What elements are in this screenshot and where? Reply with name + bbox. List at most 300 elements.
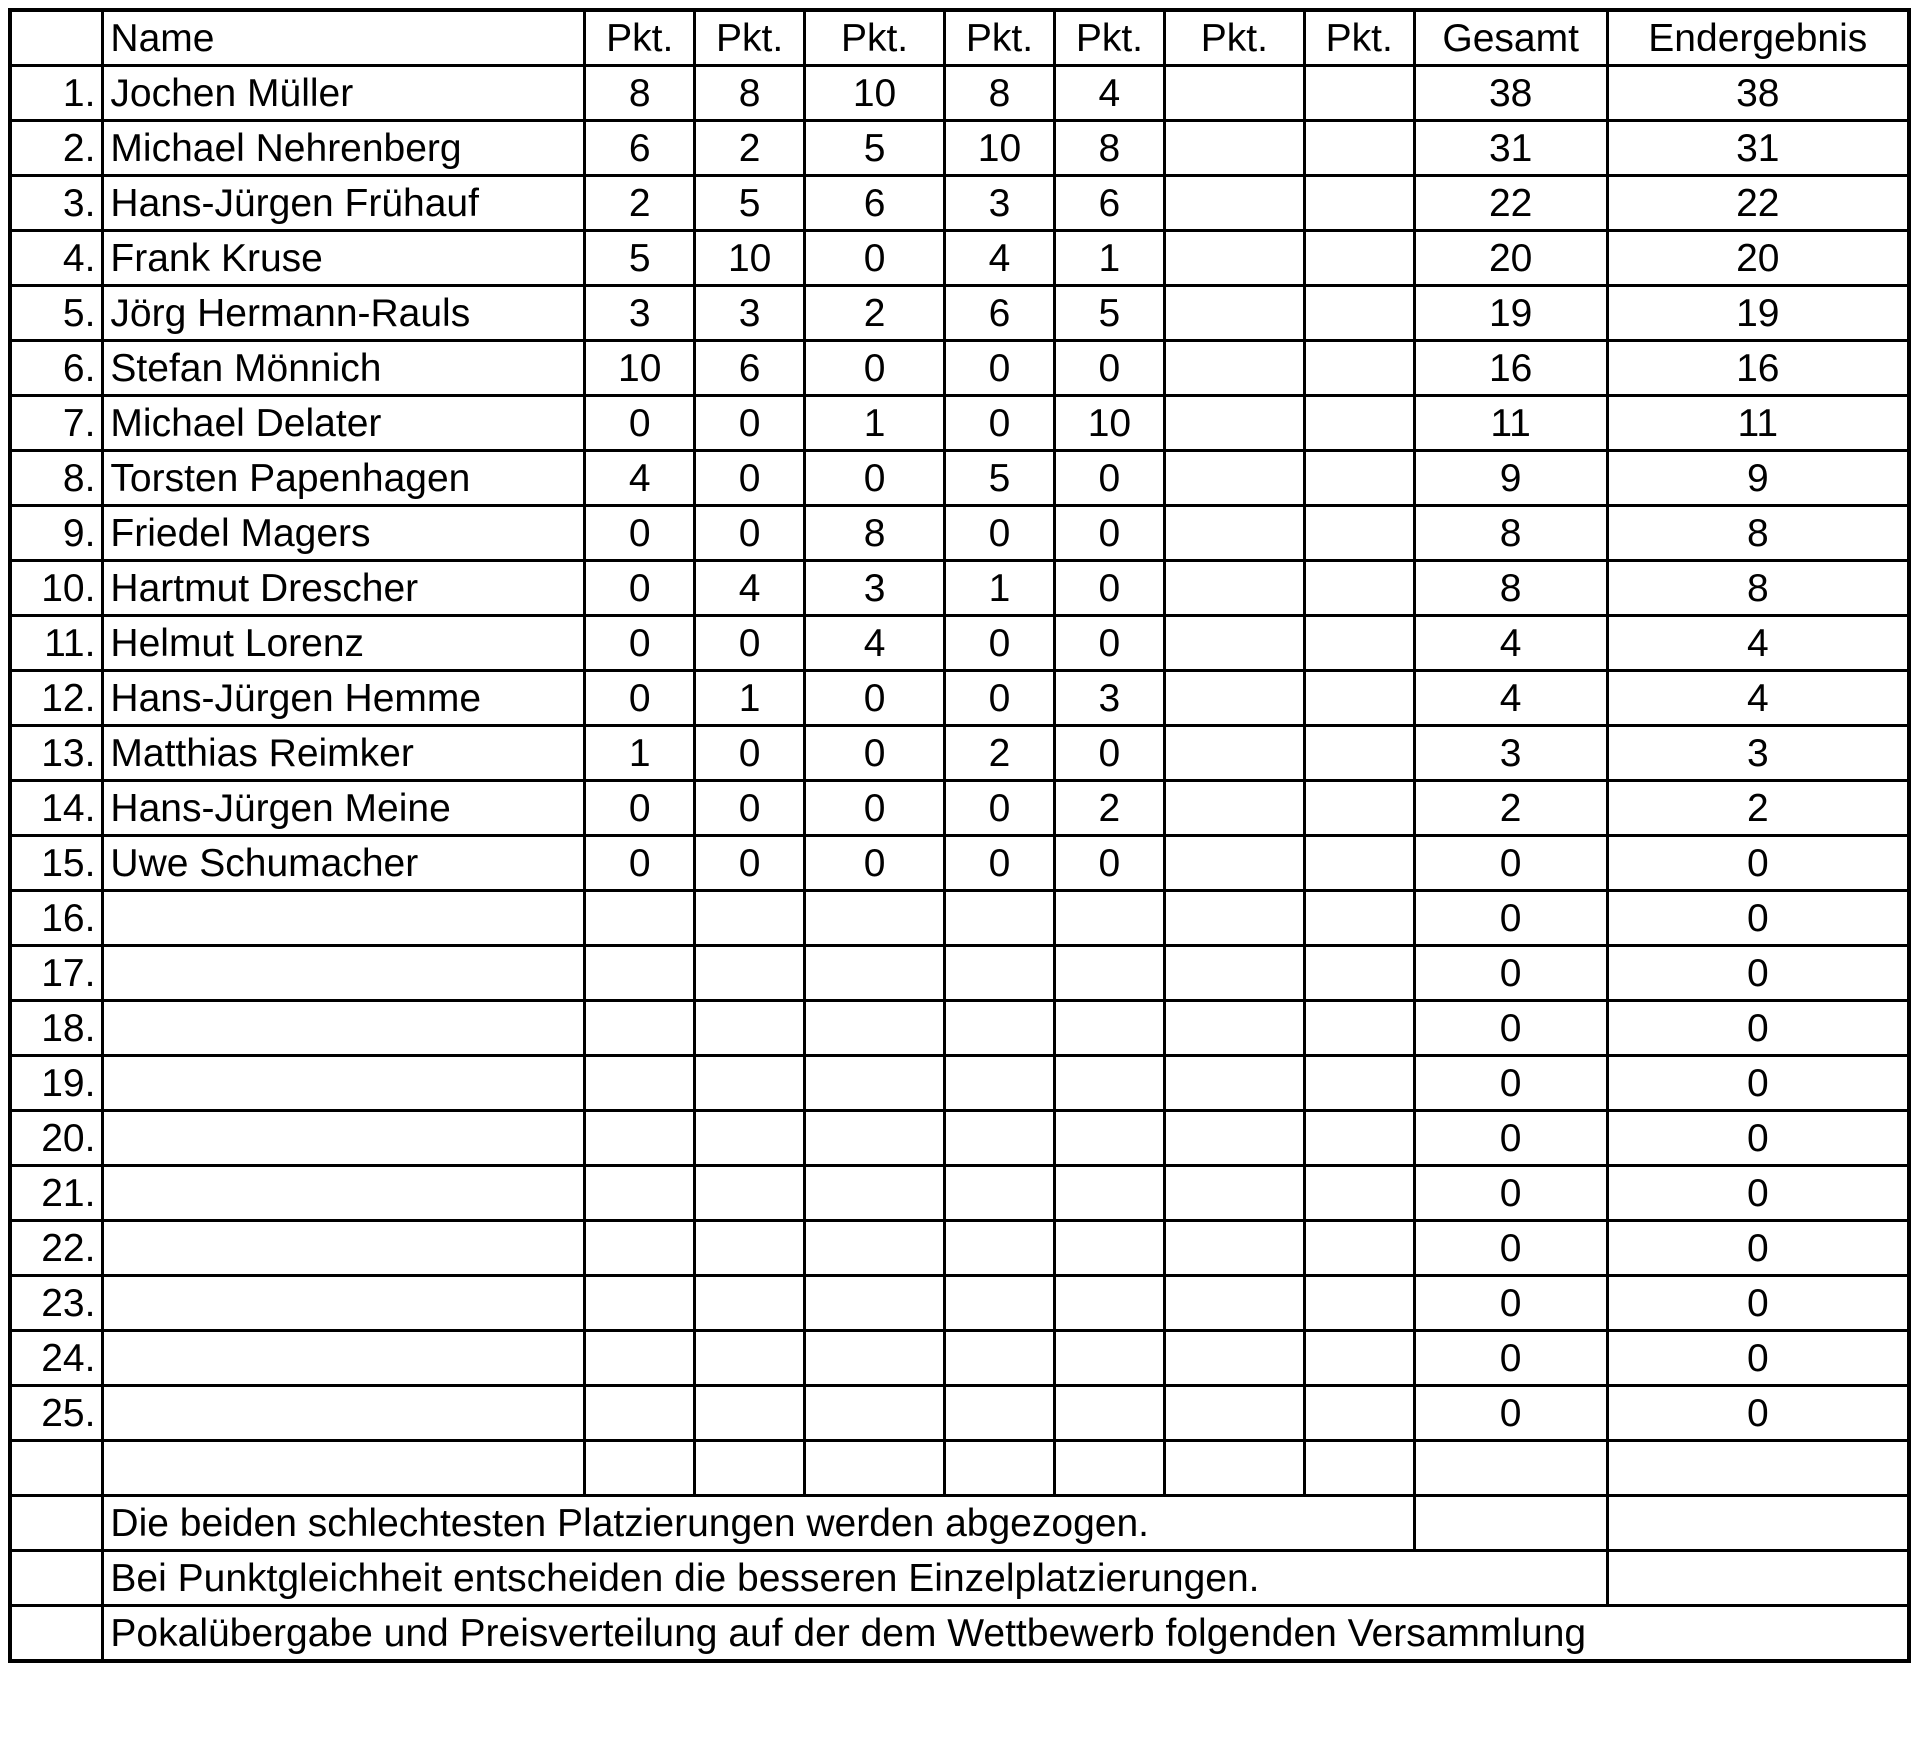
table-row	[10, 451, 1909, 506]
points-cell	[695, 891, 805, 946]
points-cell: 8	[945, 66, 1055, 121]
points-cell: 0	[945, 396, 1055, 451]
table-row	[10, 1111, 1909, 1166]
empty-cell	[103, 1441, 585, 1496]
points-cell	[1304, 1276, 1414, 1331]
empty-cell	[1304, 1441, 1414, 1496]
points-cell: 6	[945, 286, 1055, 341]
total-cell: 22	[1414, 176, 1607, 231]
points-cell: 0	[695, 781, 805, 836]
points-cell	[1164, 671, 1304, 726]
table-row	[10, 1276, 1909, 1331]
empty-cell	[805, 1441, 945, 1496]
points-cell: 1	[695, 671, 805, 726]
points-cell	[585, 1001, 695, 1056]
points-cell	[585, 1111, 695, 1166]
total-cell: 8	[1414, 561, 1607, 616]
points-cell	[1304, 451, 1414, 506]
total-cell: 0	[1414, 1001, 1607, 1056]
rank-cell: 2.	[10, 121, 103, 176]
points-cell	[1054, 1056, 1164, 1111]
points-cell: 3	[805, 561, 945, 616]
name-cell: Frank Kruse	[103, 231, 585, 286]
points-cell: 0	[945, 616, 1055, 671]
rank-cell: 17.	[10, 946, 103, 1001]
rank-cell: 20.	[10, 1111, 103, 1166]
points-cell	[695, 1276, 805, 1331]
rank-cell: 14.	[10, 781, 103, 836]
points-cell: 0	[1054, 726, 1164, 781]
points-cell	[1054, 1221, 1164, 1276]
table-row	[10, 1056, 1909, 1111]
points-cell	[805, 1386, 945, 1441]
final-cell: 0	[1607, 1166, 1909, 1221]
points-cell: 8	[805, 506, 945, 561]
points-cell	[1304, 396, 1414, 451]
table-row	[10, 1221, 1909, 1276]
points-cell	[1304, 561, 1414, 616]
rank-cell: 25.	[10, 1386, 103, 1441]
header-round-6: Pkt.	[1164, 10, 1304, 66]
points-cell	[945, 1276, 1055, 1331]
points-cell	[945, 1166, 1055, 1221]
final-cell: 0	[1607, 1386, 1909, 1441]
final-cell: 2	[1607, 781, 1909, 836]
points-cell	[1164, 946, 1304, 1001]
points-cell	[805, 1276, 945, 1331]
rank-cell: 19.	[10, 1056, 103, 1111]
points-cell	[1054, 946, 1164, 1001]
final-cell: 0	[1607, 1111, 1909, 1166]
points-cell	[1304, 1386, 1414, 1441]
points-cell: 2	[945, 726, 1055, 781]
points-cell	[1054, 1331, 1164, 1386]
points-cell: 0	[585, 781, 695, 836]
table-row	[10, 616, 1909, 671]
points-cell	[1304, 836, 1414, 891]
header-rank	[10, 10, 103, 66]
points-cell	[1304, 781, 1414, 836]
note-text: Bei Punktgleichheit entscheiden die besseren Einzelplatzierungen.	[103, 1551, 1607, 1606]
points-cell	[945, 1056, 1055, 1111]
points-cell: 2	[585, 176, 695, 231]
final-cell: 3	[1607, 726, 1909, 781]
points-cell: 0	[585, 836, 695, 891]
total-cell: 3	[1414, 726, 1607, 781]
header-row	[10, 10, 1909, 66]
name-cell: Jörg Hermann-Rauls	[103, 286, 585, 341]
table-row	[10, 506, 1909, 561]
rank-cell: 4.	[10, 231, 103, 286]
points-cell	[695, 1221, 805, 1276]
points-cell: 0	[695, 726, 805, 781]
table-row	[10, 726, 1909, 781]
rank-cell: 1.	[10, 66, 103, 121]
final-cell: 0	[1607, 1331, 1909, 1386]
points-cell	[945, 1331, 1055, 1386]
note-row	[10, 1606, 1909, 1662]
points-cell	[1164, 231, 1304, 286]
points-cell: 1	[945, 561, 1055, 616]
header-total: Gesamt	[1414, 10, 1607, 66]
points-cell: 4	[1054, 66, 1164, 121]
points-cell	[1164, 1331, 1304, 1386]
note-rank-cell	[10, 1606, 103, 1662]
points-cell: 0	[945, 781, 1055, 836]
final-cell: 20	[1607, 231, 1909, 286]
points-cell: 0	[1054, 561, 1164, 616]
final-cell: 11	[1607, 396, 1909, 451]
final-cell: 8	[1607, 506, 1909, 561]
points-cell	[1304, 121, 1414, 176]
rank-cell: 24.	[10, 1331, 103, 1386]
rank-cell: 7.	[10, 396, 103, 451]
points-cell	[805, 1221, 945, 1276]
points-cell	[1054, 1166, 1164, 1221]
note-row	[10, 1551, 1909, 1606]
points-cell: 0	[585, 396, 695, 451]
header-round-1: Pkt.	[585, 10, 695, 66]
points-cell	[585, 1276, 695, 1331]
name-cell: Hartmut Drescher	[103, 561, 585, 616]
points-cell	[585, 1331, 695, 1386]
table-row	[10, 946, 1909, 1001]
name-cell: Hans-Jürgen Hemme	[103, 671, 585, 726]
final-cell: 19	[1607, 286, 1909, 341]
points-cell: 2	[695, 121, 805, 176]
rank-cell: 22.	[10, 1221, 103, 1276]
points-cell: 10	[945, 121, 1055, 176]
points-cell: 0	[695, 506, 805, 561]
rank-cell: 16.	[10, 891, 103, 946]
spacer-row	[10, 1441, 1909, 1496]
total-cell: 0	[1414, 836, 1607, 891]
points-cell: 0	[805, 451, 945, 506]
total-cell: 16	[1414, 341, 1607, 396]
total-cell: 38	[1414, 66, 1607, 121]
rank-cell: 9.	[10, 506, 103, 561]
points-cell: 1	[1054, 231, 1164, 286]
points-cell	[1304, 506, 1414, 561]
header-round-4: Pkt.	[945, 10, 1055, 66]
table-row	[10, 671, 1909, 726]
name-cell	[103, 1056, 585, 1111]
points-cell	[805, 891, 945, 946]
name-cell	[103, 1331, 585, 1386]
total-cell: 0	[1414, 1221, 1607, 1276]
name-cell: Michael Nehrenberg	[103, 121, 585, 176]
header-round-7: Pkt.	[1304, 10, 1414, 66]
points-cell	[1304, 1166, 1414, 1221]
points-cell: 2	[1054, 781, 1164, 836]
table-row	[10, 176, 1909, 231]
points-cell: 0	[945, 836, 1055, 891]
name-cell: Friedel Magers	[103, 506, 585, 561]
total-cell: 0	[1414, 1331, 1607, 1386]
table-row	[10, 1001, 1909, 1056]
header-round-3: Pkt.	[805, 10, 945, 66]
points-cell	[805, 1331, 945, 1386]
points-cell: 6	[1054, 176, 1164, 231]
points-cell: 1	[805, 396, 945, 451]
name-cell: Helmut Lorenz	[103, 616, 585, 671]
points-cell	[1304, 891, 1414, 946]
points-cell: 4	[585, 451, 695, 506]
points-cell	[1164, 286, 1304, 341]
points-cell: 2	[805, 286, 945, 341]
points-cell: 6	[695, 341, 805, 396]
points-cell: 0	[805, 781, 945, 836]
points-cell	[695, 1001, 805, 1056]
points-cell: 0	[805, 341, 945, 396]
total-cell: 8	[1414, 506, 1607, 561]
name-cell	[103, 891, 585, 946]
points-cell: 5	[695, 176, 805, 231]
points-cell	[1164, 836, 1304, 891]
standings-table	[8, 8, 1911, 1663]
points-cell: 0	[1054, 616, 1164, 671]
name-cell	[103, 1386, 585, 1441]
points-cell: 4	[945, 231, 1055, 286]
table-row	[10, 1331, 1909, 1386]
final-cell: 4	[1607, 616, 1909, 671]
points-cell: 8	[585, 66, 695, 121]
name-cell	[103, 1001, 585, 1056]
points-cell	[1304, 66, 1414, 121]
points-cell	[1164, 726, 1304, 781]
total-cell: 4	[1414, 616, 1607, 671]
total-cell: 0	[1414, 1276, 1607, 1331]
empty-cell	[695, 1441, 805, 1496]
points-cell: 3	[585, 286, 695, 341]
points-cell	[695, 1331, 805, 1386]
points-cell: 0	[805, 231, 945, 286]
points-cell: 10	[805, 66, 945, 121]
points-cell	[945, 1111, 1055, 1166]
note-rank-cell	[10, 1551, 103, 1606]
name-cell: Hans-Jürgen Meine	[103, 781, 585, 836]
points-cell	[1304, 1111, 1414, 1166]
note-text: Die beiden schlechtesten Platzierungen werden abgezogen.	[103, 1496, 1414, 1551]
table-row	[10, 286, 1909, 341]
final-cell: 0	[1607, 836, 1909, 891]
name-cell	[103, 1111, 585, 1166]
points-cell: 0	[695, 451, 805, 506]
points-cell	[1164, 1111, 1304, 1166]
points-cell	[695, 1386, 805, 1441]
points-cell: 0	[945, 341, 1055, 396]
points-cell	[1164, 1166, 1304, 1221]
rank-cell: 6.	[10, 341, 103, 396]
points-cell	[1164, 451, 1304, 506]
points-cell	[805, 1001, 945, 1056]
table-row	[10, 561, 1909, 616]
points-cell	[945, 891, 1055, 946]
table-row	[10, 836, 1909, 891]
points-cell: 5	[805, 121, 945, 176]
final-cell: 31	[1607, 121, 1909, 176]
total-cell: 20	[1414, 231, 1607, 286]
rank-cell: 10.	[10, 561, 103, 616]
header-round-5: Pkt.	[1054, 10, 1164, 66]
total-cell: 0	[1414, 1056, 1607, 1111]
points-cell: 0	[1054, 836, 1164, 891]
points-cell	[1304, 671, 1414, 726]
final-cell: 38	[1607, 66, 1909, 121]
points-cell: 1	[585, 726, 695, 781]
points-cell	[1164, 396, 1304, 451]
points-cell	[1164, 121, 1304, 176]
points-cell	[1304, 1331, 1414, 1386]
points-cell	[585, 891, 695, 946]
points-cell	[585, 1166, 695, 1221]
points-cell	[1304, 946, 1414, 1001]
points-cell: 0	[1054, 341, 1164, 396]
points-cell	[1054, 891, 1164, 946]
final-cell: 0	[1607, 1056, 1909, 1111]
empty-cell	[1607, 1551, 1909, 1606]
table-row	[10, 121, 1909, 176]
points-cell: 5	[1054, 286, 1164, 341]
points-cell: 0	[585, 671, 695, 726]
points-cell	[945, 1001, 1055, 1056]
points-cell: 0	[695, 836, 805, 891]
total-cell: 9	[1414, 451, 1607, 506]
points-cell: 0	[695, 396, 805, 451]
points-cell: 0	[585, 561, 695, 616]
rank-cell: 13.	[10, 726, 103, 781]
name-cell: Stefan Mönnich	[103, 341, 585, 396]
total-cell: 0	[1414, 946, 1607, 1001]
total-cell: 0	[1414, 1386, 1607, 1441]
points-cell: 5	[945, 451, 1055, 506]
note-rank-cell	[10, 1496, 103, 1551]
header-name: Name	[103, 10, 585, 66]
points-cell	[1164, 616, 1304, 671]
points-cell	[1304, 1001, 1414, 1056]
total-cell: 0	[1414, 891, 1607, 946]
table-row	[10, 231, 1909, 286]
points-cell	[1054, 1386, 1164, 1441]
final-cell: 8	[1607, 561, 1909, 616]
name-cell	[103, 946, 585, 1001]
empty-cell	[585, 1441, 695, 1496]
points-cell: 0	[945, 506, 1055, 561]
rank-cell: 3.	[10, 176, 103, 231]
points-cell: 0	[585, 506, 695, 561]
points-cell	[945, 1386, 1055, 1441]
table-row	[10, 396, 1909, 451]
empty-cell	[1414, 1441, 1607, 1496]
table-row	[10, 891, 1909, 946]
table-row	[10, 341, 1909, 396]
empty-cell	[1164, 1441, 1304, 1496]
header-final: Endergebnis	[1607, 10, 1909, 66]
name-cell: Jochen Müller	[103, 66, 585, 121]
name-cell: Torsten Papenhagen	[103, 451, 585, 506]
total-cell: 11	[1414, 396, 1607, 451]
empty-cell	[1607, 1441, 1909, 1496]
name-cell: Matthias Reimker	[103, 726, 585, 781]
empty-cell	[1607, 1496, 1909, 1551]
points-cell	[585, 1386, 695, 1441]
points-cell	[1164, 1221, 1304, 1276]
rank-cell: 8.	[10, 451, 103, 506]
points-cell: 0	[805, 836, 945, 891]
points-cell	[1304, 231, 1414, 286]
rank-cell: 5.	[10, 286, 103, 341]
points-cell: 4	[805, 616, 945, 671]
final-cell: 0	[1607, 1276, 1909, 1331]
empty-cell	[1054, 1441, 1164, 1496]
points-cell	[1164, 781, 1304, 836]
rank-cell: 12.	[10, 671, 103, 726]
points-cell: 10	[585, 341, 695, 396]
points-cell: 0	[945, 671, 1055, 726]
points-cell	[1304, 176, 1414, 231]
points-cell: 10	[1054, 396, 1164, 451]
final-cell: 4	[1607, 671, 1909, 726]
empty-cell	[945, 1441, 1055, 1496]
points-cell	[1164, 66, 1304, 121]
points-cell: 6	[585, 121, 695, 176]
points-cell: 8	[1054, 121, 1164, 176]
table-row	[10, 66, 1909, 121]
final-cell: 0	[1607, 891, 1909, 946]
empty-cell	[1414, 1496, 1607, 1551]
points-cell	[945, 1221, 1055, 1276]
points-cell	[1164, 1056, 1304, 1111]
final-cell: 16	[1607, 341, 1909, 396]
points-cell	[1164, 1276, 1304, 1331]
points-cell: 5	[585, 231, 695, 286]
final-cell: 0	[1607, 1221, 1909, 1276]
final-cell: 0	[1607, 946, 1909, 1001]
total-cell: 19	[1414, 286, 1607, 341]
points-cell	[1054, 1276, 1164, 1331]
points-cell: 6	[805, 176, 945, 231]
final-cell: 0	[1607, 1001, 1909, 1056]
total-cell: 31	[1414, 121, 1607, 176]
name-cell	[103, 1221, 585, 1276]
points-cell	[1304, 726, 1414, 781]
points-cell	[805, 1111, 945, 1166]
points-cell: 3	[695, 286, 805, 341]
points-cell: 4	[695, 561, 805, 616]
final-cell: 22	[1607, 176, 1909, 231]
points-cell	[805, 1166, 945, 1221]
points-cell: 0	[1054, 506, 1164, 561]
points-cell	[1304, 616, 1414, 671]
final-cell: 9	[1607, 451, 1909, 506]
points-cell	[1304, 341, 1414, 396]
points-cell	[805, 1056, 945, 1111]
name-cell: Michael Delater	[103, 396, 585, 451]
rank-cell: 18.	[10, 1001, 103, 1056]
points-cell	[695, 1111, 805, 1166]
table-row	[10, 1386, 1909, 1441]
note-row	[10, 1496, 1909, 1551]
points-cell	[1304, 1056, 1414, 1111]
total-cell: 2	[1414, 781, 1607, 836]
points-cell	[1164, 506, 1304, 561]
points-cell	[695, 1166, 805, 1221]
points-cell	[1164, 1386, 1304, 1441]
points-cell: 8	[695, 66, 805, 121]
points-cell: 0	[805, 671, 945, 726]
name-cell: Uwe Schumacher	[103, 836, 585, 891]
table-row	[10, 781, 1909, 836]
